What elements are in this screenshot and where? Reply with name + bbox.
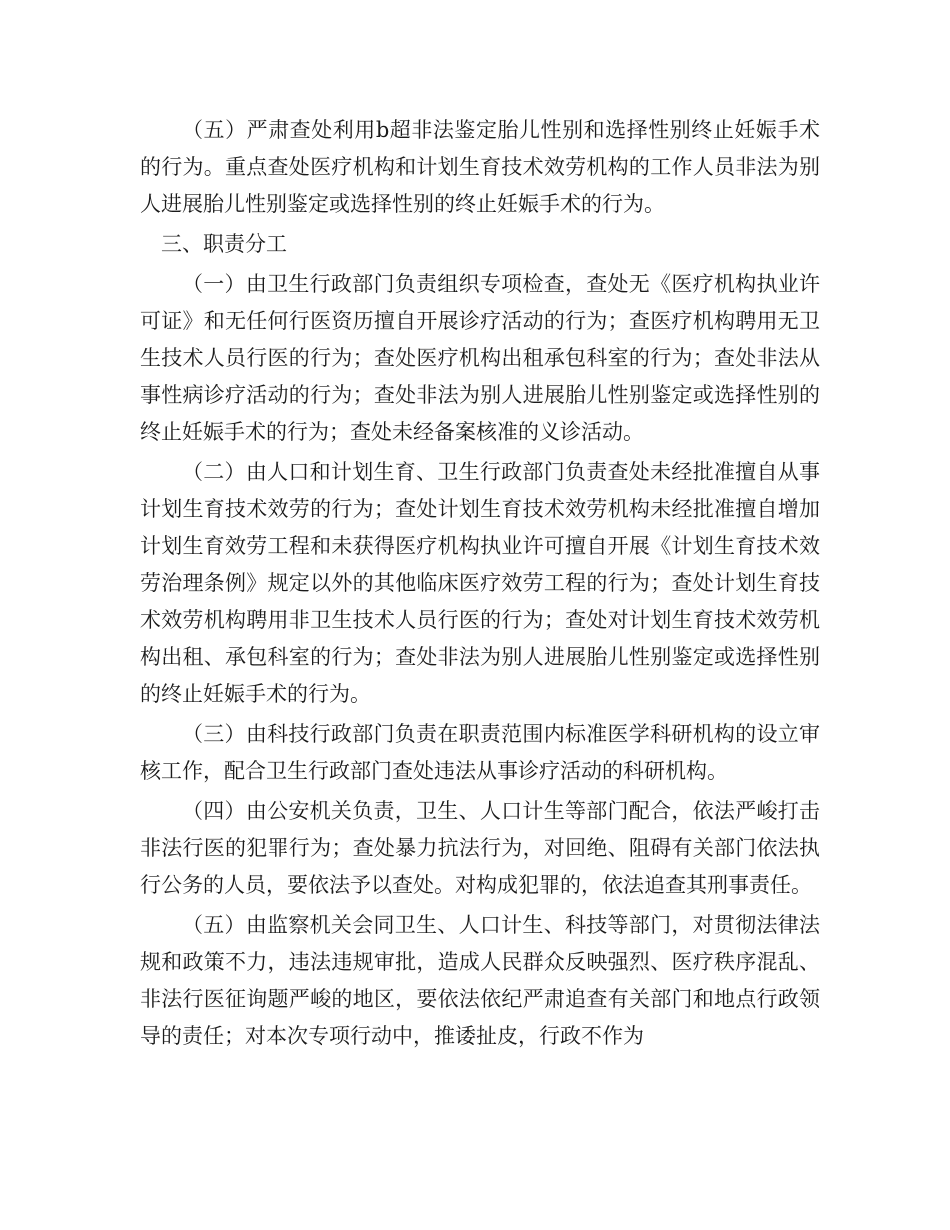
paragraph-sex-selection: （五）严肃查处利用b超非法鉴定胎儿性别和选择性别终止妊娠手术的行为。重点查处医疗机构和计划生育技术效劳机构的工作人员非法为别人进展胎儿性别鉴定或选择性别的终止妊娠手术的行为。 [140, 118, 820, 216]
paragraph-public-security: （四）由公安机关负责，卫生、人口计生等部门配合，依法严峻打击非法行医的犯罪行为；查处暴力抗法行为，对回绝、阻碍有关部门依法执行公务的人员，要依法予以查处。对构成犯罪的，依法追查其刑事责任。 [140, 799, 820, 897]
paragraph-family-planning: （二）由人口和计划生育、卫生行政部门负责查处未经批准擅自从事计划生育技术效劳的行为；查处计划生育技术效劳机构未经批准擅自增加计划生育效劳工程和未获得医疗机构执业许可擅自开展《计划生育技术效劳治理条例》规定以外的其他临床医疗效劳工程的行为；查处计划生育技术效劳机构聘用非卫生技术人员行医的行为；查处对计划生育技术效劳机构出租、承包科室的行为；查处非法为别人进展胎儿性别鉴定或选择性别的终止妊娠手术的行为。 [140, 460, 820, 706]
section-heading-responsibilities: 三、职责分工 [161, 232, 287, 256]
paragraph-science-dept: （三）由科技行政部门负责在职责范围内标准医学科研机构的设立审核工作，配合卫生行政部门查处违法从事诊疗活动的科研机构。 [140, 722, 820, 783]
paragraph-health-dept: （一）由卫生行政部门负责组织专项检查，查处无《医疗机构执业许可证》和无任何行医资历擅自开展诊疗活动的行为；查医疗机构聘用无卫生技术人员行医的行为；查处医疗机构出租承包科室的行为；查处非法从事性病诊疗活动的行为；查处非法为别人进展胎儿性别鉴定或选择性别的终止妊娠手术的行为；查处未经备案核准的义诊活动。 [140, 272, 820, 444]
paragraph-supervision: （五）由监察机关会同卫生、人口计生、科技等部门，对贯彻法律法规和政策不力，违法违规审批，造成人民群众反映强烈、医疗秩序混乱、非法行医征询题严峻的地区，要依法依纪严肃追查有关部门和地点行政领导的责任；对本次专项行动中，推诿扯皮，行政不作为 [140, 913, 820, 1048]
document-body [140, 112, 820, 1058]
